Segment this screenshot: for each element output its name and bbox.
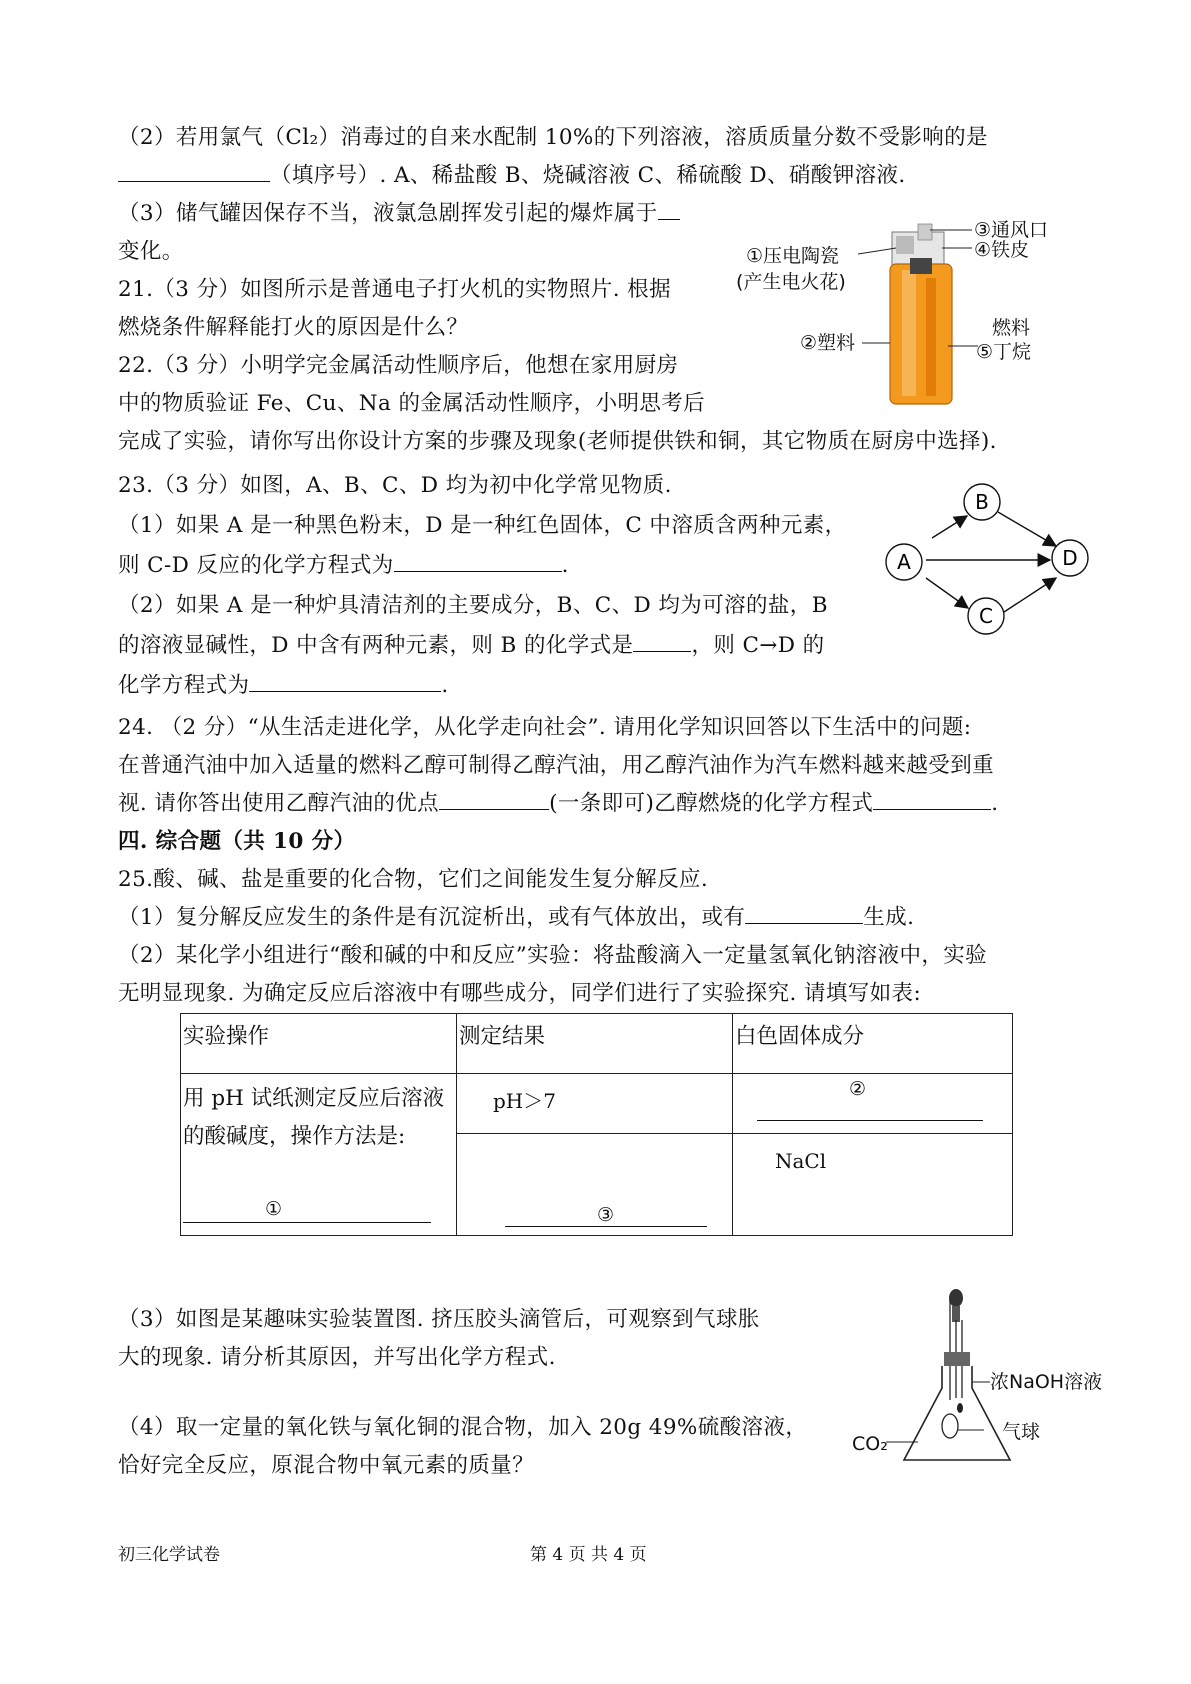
experiment-table xyxy=(180,1013,1013,1236)
q23-part1-text: 则 C-D 反应的化学方程式为 xyxy=(118,553,394,578)
q23-part2-text: 的溶液显碱性，D 中含有两种元素，则 B 的化学式是 xyxy=(118,633,634,658)
balloon-label: 气球 xyxy=(1002,1421,1041,1443)
blank-marker-1: ① xyxy=(265,1198,283,1220)
lighter-label-vent: ③通风口 xyxy=(974,219,1049,241)
lighter-label-spark: (产生电火花) xyxy=(736,271,846,293)
q20-part3-line1 xyxy=(118,196,680,232)
answer-blank[interactable] xyxy=(118,159,270,182)
blank-marker-2: ② xyxy=(849,1078,867,1100)
q25-part1-tail: 生成. xyxy=(863,905,915,930)
q21-line2: 燃烧条件解释能打火的原因是什么？ xyxy=(118,315,469,340)
table-header-cell: 测定结果 xyxy=(457,1014,733,1074)
dropper-bulb xyxy=(949,1289,963,1307)
q25-part3-line2: 大的现象. 请分析其原因，并写出化学方程式. xyxy=(118,1345,556,1370)
lighter-label-plastic: ②塑料 xyxy=(800,332,856,354)
table-header-cell: 白色固体成分 xyxy=(733,1014,1013,1074)
answer-blank[interactable] xyxy=(745,901,863,924)
lighter-label-iron: ④铁皮 xyxy=(974,239,1030,261)
node-b-label: B xyxy=(975,490,989,514)
answer-blank[interactable] xyxy=(873,787,991,810)
result-ph: pH＞7 xyxy=(493,1089,556,1113)
node-a-label: A xyxy=(897,550,911,574)
apparatus-figure xyxy=(850,1280,1130,1470)
table-cell-solid xyxy=(733,1134,1013,1236)
q23-line1: 23.（3 分）如图，A、B、C、D 均为初中化学常见物质. xyxy=(118,473,672,498)
q20-part2-line1: （2）若用氯气（Cl₂）消毒过的自来水配制 10%的下列溶液，溶质质量分数不受影响的是 xyxy=(118,125,988,150)
q23-part2-line2 xyxy=(118,628,825,664)
answer-blank[interactable] xyxy=(439,787,549,810)
relation-diagram xyxy=(870,478,1100,658)
q22-line2: 中的物质验证 Fe、Cu、Na 的金属活动性顺序，小明思考后 xyxy=(118,391,706,416)
node-d-label: D xyxy=(1062,546,1078,570)
q23-part2-text-tail: ，则 C→D 的 xyxy=(691,633,825,658)
answer-blank[interactable] xyxy=(394,549,562,572)
lighter-label-butane: ⑤丁烷 xyxy=(976,341,1032,363)
q24-text-a: 视. 请你答出使用乙醇汽油的优点 xyxy=(118,791,440,816)
lighter-body xyxy=(890,264,952,404)
q22-line1: 22.（3 分）小明学完金属活动性顺序后，他想在家用厨房 xyxy=(118,353,679,378)
q24-line1: 24. （2 分）“从生活走进化学，从化学走向社会”. 请用化学知识回答以下生活中的问题: xyxy=(118,715,972,740)
solid-nacl: NaCl xyxy=(775,1149,827,1173)
operation-line1: 用 pH 试纸测定反应后溶液 xyxy=(183,1086,445,1111)
answer-blank[interactable] xyxy=(757,1100,983,1121)
q23-part1-line2: 则 C-D 反应的化学方程式为 . xyxy=(118,548,569,584)
q24-line3: 视. 请你答出使用乙醇汽油的优点 (一条即可)乙醇燃烧的化学方程式 . xyxy=(118,786,999,822)
q22-line3: 完成了实验，请你写出你设计方案的步骤及现象(老师提供铁和铜，其它物质在厨房中选择). xyxy=(118,429,997,454)
answer-blank[interactable] xyxy=(633,629,691,652)
answer-blank[interactable] xyxy=(183,1202,431,1223)
balloon xyxy=(942,1414,958,1438)
table-cell-result xyxy=(457,1134,733,1236)
lighter-label-ceramic: ①压电陶瓷 xyxy=(746,245,840,267)
q20-part3-text: （3）储气罐因保存不当，液氯急剧挥发引起的爆炸属于 xyxy=(118,201,658,226)
q23-part2-line1: （2）如果 A 是一种炉具清洁剂的主要成分，B、C、D 均为可溶的盐，B xyxy=(118,593,828,618)
q25-part1 xyxy=(118,900,914,936)
operation-line2: 的酸碱度，操作方法是: xyxy=(183,1124,406,1149)
table-cell-operation xyxy=(181,1074,457,1236)
q20-part3-line2: 变化。 xyxy=(118,239,184,264)
page-number: 第 4 页 共 4 页 xyxy=(530,1545,647,1565)
q20-part2-line2 xyxy=(118,158,906,194)
q25-part4-line2: 恰好完全反应，原混合物中氧元素的质量？ xyxy=(118,1453,535,1478)
q20-part2-options: （填序号）. A、稀盐酸 B、烧碱溶液 C、稀硫酸 D、硝酸钾溶液. xyxy=(270,163,906,188)
table-header-cell: 实验操作 xyxy=(181,1014,457,1074)
q23-part2-line3: 化学方程式为 . xyxy=(118,668,449,704)
q25-line1: 25.酸、碱、盐是重要的化合物，它们之间能发生复分解反应. xyxy=(118,867,709,892)
node-c-label: C xyxy=(979,604,993,628)
table-cell-result xyxy=(457,1074,733,1134)
q25-part2-line2: 无明显现象. 为确定反应后溶液中有哪些成分，同学们进行了实验探究. 请填写如表: xyxy=(118,981,922,1006)
answer-blank[interactable] xyxy=(249,669,441,692)
q23-part1-line1: （1）如果 A 是一种黑色粉末，D 是一种红色固体，C 中溶质含两种元素， xyxy=(118,513,847,538)
footer-title: 初三化学试卷 xyxy=(118,1545,220,1565)
q25-part3-line1: （3）如图是某趣味实验装置图. 挤压胶头滴管后，可观察到气球胀 xyxy=(118,1307,760,1332)
co2-label: CO₂ xyxy=(852,1433,888,1455)
lighter-label-fuel: 燃料 xyxy=(992,317,1031,339)
lighter-figure xyxy=(730,218,1090,408)
section-heading: 四. 综合题（共 10 分） xyxy=(118,829,356,854)
q25-part4-line1: （4）取一定量的氧化铁与氧化铜的混合物，加入 20g 49%硫酸溶液， xyxy=(118,1415,808,1440)
q24-line2: 在普通汽油中加入适量的燃料乙醇可制得乙醇汽油，用乙醇汽油作为汽车燃料越来越受到重 xyxy=(118,753,995,778)
q24-text-b: (一条即可)乙醇燃烧的化学方程式 xyxy=(549,791,874,816)
q21-line1: 21.（3 分）如图所示是普通电子打火机的实物照片. 根据 xyxy=(118,277,671,302)
q23-part2-text-end: 化学方程式为 xyxy=(118,673,250,698)
blank-marker-3: ③ xyxy=(597,1204,615,1226)
q25-part1-text: （1）复分解反应发生的条件是有沉淀析出，或有气体放出，或有 xyxy=(118,905,746,930)
answer-blank[interactable] xyxy=(658,197,680,220)
naoh-label: 浓NaOH溶液 xyxy=(990,1371,1103,1393)
table-cell-solid xyxy=(733,1074,1013,1134)
q25-part2-line1: （2）某化学小组进行“酸和碱的中和反应”实验：将盐酸滴入一定量氢氧化钠溶液中，实验 xyxy=(118,943,988,968)
